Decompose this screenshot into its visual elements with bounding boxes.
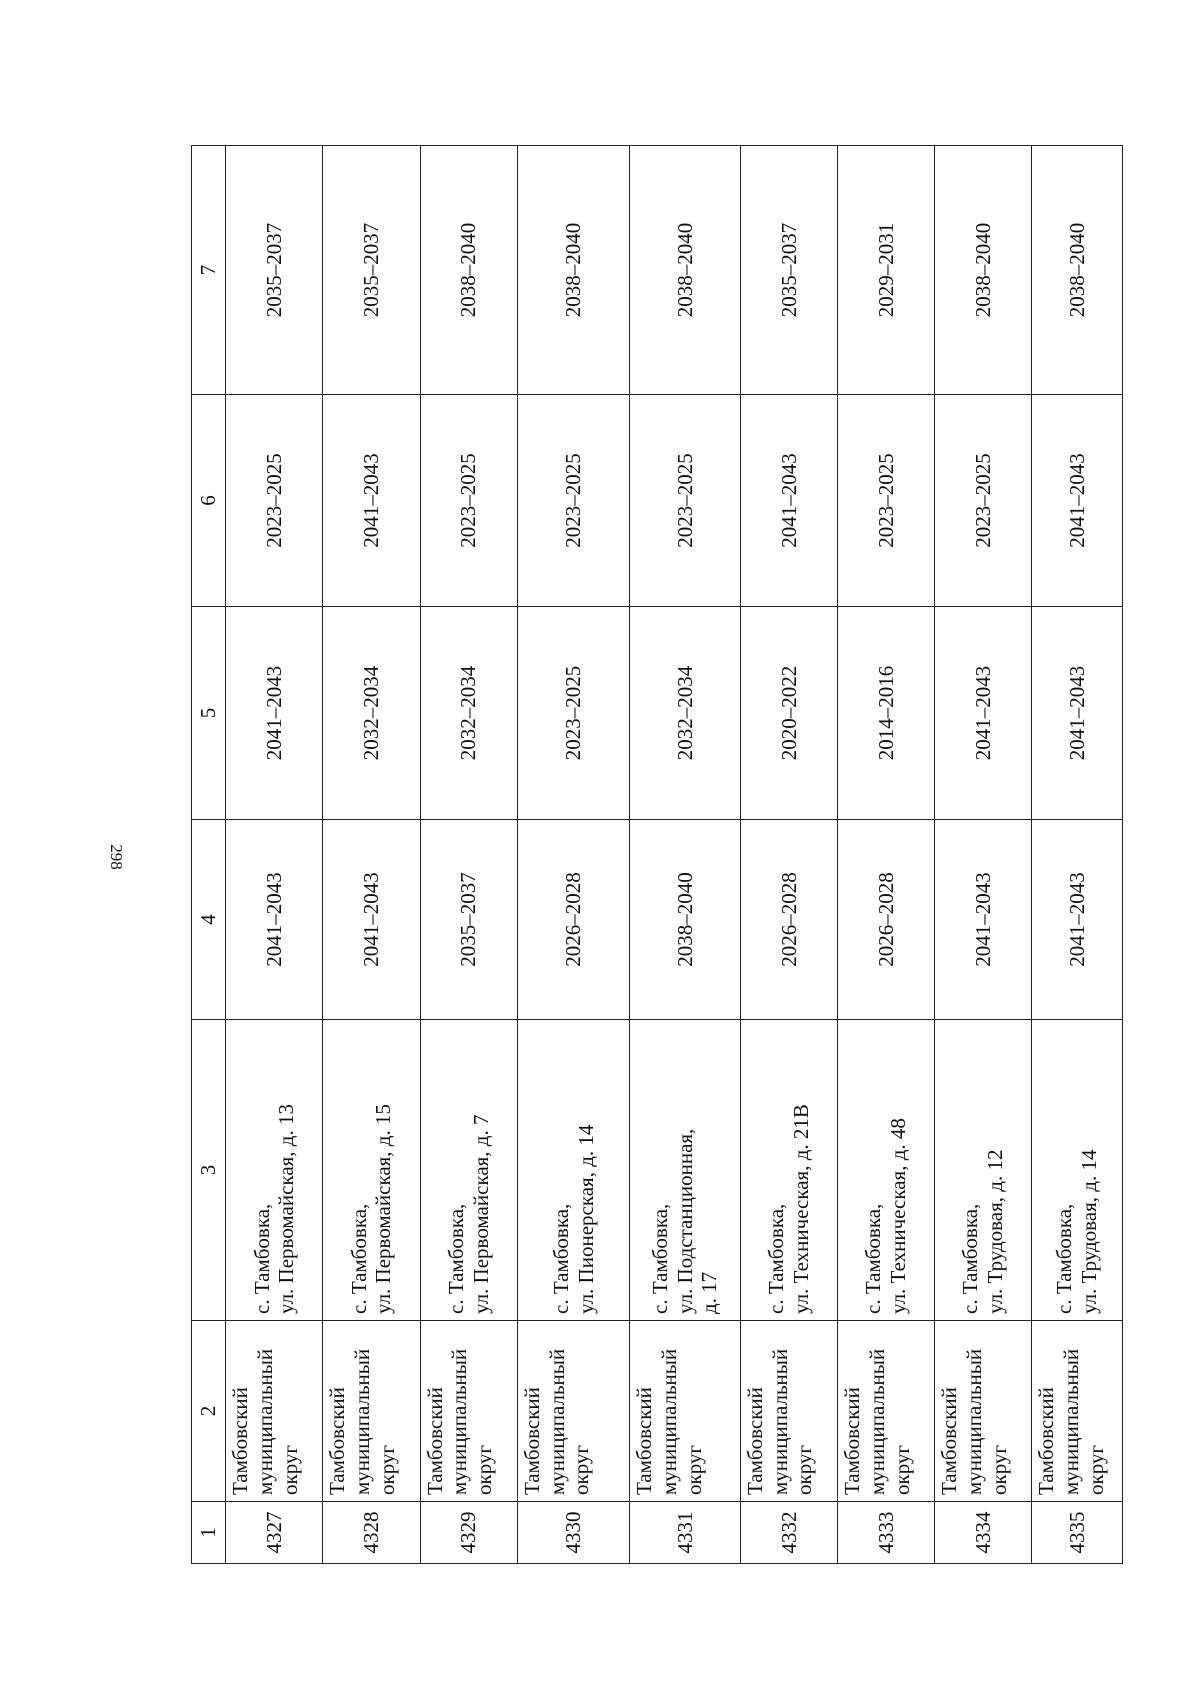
period-cell-col5: 2041–2043 [226, 607, 323, 820]
district-cell: Тамбовский муниципальный округ [1032, 1321, 1123, 1502]
address-line: с. Тамбовка, [346, 1203, 371, 1314]
table-row [935, 146, 1032, 1564]
period-cell-col6: 2023–2025 [420, 395, 517, 607]
address-line: ул. Трудовая, д. 14 [1077, 1149, 1102, 1314]
period-cell-col4: 2038–2040 [630, 820, 740, 1020]
period-cell-col7: 2029–2031 [838, 146, 935, 395]
header-cell: 7 [192, 146, 226, 395]
district-cell: Тамбовский муниципальный округ [323, 1321, 420, 1502]
table-row [838, 146, 935, 1564]
address-line: ул. Первомайская, д. 7 [468, 1114, 493, 1314]
period-cell-col5: 2032–2034 [630, 607, 740, 820]
period-cell-col7: 2038–2040 [630, 146, 740, 395]
period-cell-col5: 2020–2022 [740, 607, 837, 820]
period-cell-col4: 2026–2028 [517, 820, 630, 1020]
row-number-cell: 4330 [517, 1502, 630, 1564]
address-cell [838, 1020, 935, 1321]
address-line: ул. Первомайская, д. 13 [274, 1104, 299, 1314]
address-cell [517, 1020, 630, 1321]
period-cell-col5: 2032–2034 [420, 607, 517, 820]
table-row [226, 146, 323, 1564]
address-line: с. Тамбовка, [764, 1203, 789, 1314]
address-line: ул. Первомайская, д. 15 [371, 1104, 396, 1314]
period-cell-col4: 2041–2043 [226, 820, 323, 1020]
district-cell: Тамбовский муниципальный округ [935, 1321, 1032, 1502]
address-line: с. Тамбовка, [249, 1203, 274, 1314]
period-cell-col7: 2038–2040 [1032, 146, 1123, 395]
period-cell-col6: 2023–2025 [517, 395, 630, 607]
period-cell-col4: 2041–2043 [1032, 820, 1123, 1020]
header-cell: 1 [192, 1502, 226, 1564]
table-row [420, 146, 517, 1564]
header-cell: 3 [192, 1020, 226, 1321]
period-cell-col6: 2023–2025 [935, 395, 1032, 607]
district-cell: Тамбовский муниципальный округ [838, 1321, 935, 1502]
table-row [1032, 146, 1123, 1564]
address-cell [935, 1020, 1032, 1321]
district-cell: Тамбовский муниципальный округ [420, 1321, 517, 1502]
address-line: с. Тамбовка, [548, 1203, 573, 1314]
address-cell [740, 1020, 837, 1321]
period-cell-col4: 2041–2043 [935, 820, 1032, 1020]
address-cell [323, 1020, 420, 1321]
period-cell-col6: 2023–2025 [226, 395, 323, 607]
header-cell: 2 [192, 1321, 226, 1502]
table-row [517, 146, 630, 1564]
period-cell-col4: 2026–2028 [740, 820, 837, 1020]
address-cell [420, 1020, 517, 1321]
header-cell: 4 [192, 820, 226, 1020]
schedule-table-wrapper [191, 146, 1123, 1564]
address-line: ул. Техническая, д. 48 [886, 1118, 911, 1314]
period-cell-col6: 2023–2025 [630, 395, 740, 607]
row-number-cell: 4333 [838, 1502, 935, 1564]
period-cell-col6: 2041–2043 [740, 395, 837, 607]
period-cell-col5: 2041–2043 [935, 607, 1032, 820]
district-cell: Тамбовский муниципальный округ [740, 1321, 837, 1502]
period-cell-col4: 2041–2043 [323, 820, 420, 1020]
period-cell-col7: 2035–2037 [323, 146, 420, 395]
period-cell-col7: 2038–2040 [420, 146, 517, 395]
address-line: с. Тамбовка, [443, 1203, 468, 1314]
period-cell-col5: 2023–2025 [517, 607, 630, 820]
address-line: с. Тамбовка, [958, 1203, 983, 1314]
period-cell-col4: 2035–2037 [420, 820, 517, 1020]
address-line: д. 17 [697, 1271, 722, 1314]
period-cell-col7: 2035–2037 [740, 146, 837, 395]
period-cell-col6: 2041–2043 [1032, 395, 1123, 607]
period-cell-col5: 2032–2034 [323, 607, 420, 820]
district-cell: Тамбовский муниципальный округ [517, 1321, 630, 1502]
period-cell-col7: 2038–2040 [517, 146, 630, 395]
district-cell: Тамбовский муниципальный округ [630, 1321, 740, 1502]
address-line: с. Тамбовка, [861, 1203, 886, 1314]
address-cell [1032, 1020, 1123, 1321]
address-cell [630, 1020, 740, 1321]
schedule-table [191, 145, 1123, 1564]
period-cell-col7: 2038–2040 [935, 146, 1032, 395]
period-cell-col4: 2026–2028 [838, 820, 935, 1020]
period-cell-col5: 2014–2016 [838, 607, 935, 820]
row-number-cell: 4334 [935, 1502, 1032, 1564]
address-line: ул. Подстанционная, [672, 1128, 697, 1314]
row-number-cell: 4329 [420, 1502, 517, 1564]
table-row [323, 146, 420, 1564]
address-line: ул. Техническая, д. 21В [788, 1104, 813, 1314]
address-cell [226, 1020, 323, 1321]
period-cell-col7: 2035–2037 [226, 146, 323, 395]
table-row [740, 146, 837, 1564]
header-cell: 6 [192, 395, 226, 607]
period-cell-col5: 2041–2043 [1032, 607, 1123, 820]
header-cell: 5 [192, 607, 226, 820]
page-number: 298 [107, 844, 126, 870]
address-line: ул. Пионерская, д. 14 [573, 1124, 598, 1314]
period-cell-col6: 2023–2025 [838, 395, 935, 607]
row-number-cell: 4327 [226, 1502, 323, 1564]
header-row [192, 146, 226, 1564]
period-cell-col6: 2041–2043 [323, 395, 420, 607]
row-number-cell: 4332 [740, 1502, 837, 1564]
district-cell: Тамбовский муниципальный округ [226, 1321, 323, 1502]
row-number-cell: 4335 [1032, 1502, 1123, 1564]
table-row [630, 146, 740, 1564]
address-line: с. Тамбовка, [647, 1203, 672, 1314]
address-line: ул. Трудовая, д. 12 [983, 1149, 1008, 1314]
row-number-cell: 4328 [323, 1502, 420, 1564]
row-number-cell: 4331 [630, 1502, 740, 1564]
address-line: с. Тамбовка, [1052, 1203, 1077, 1314]
